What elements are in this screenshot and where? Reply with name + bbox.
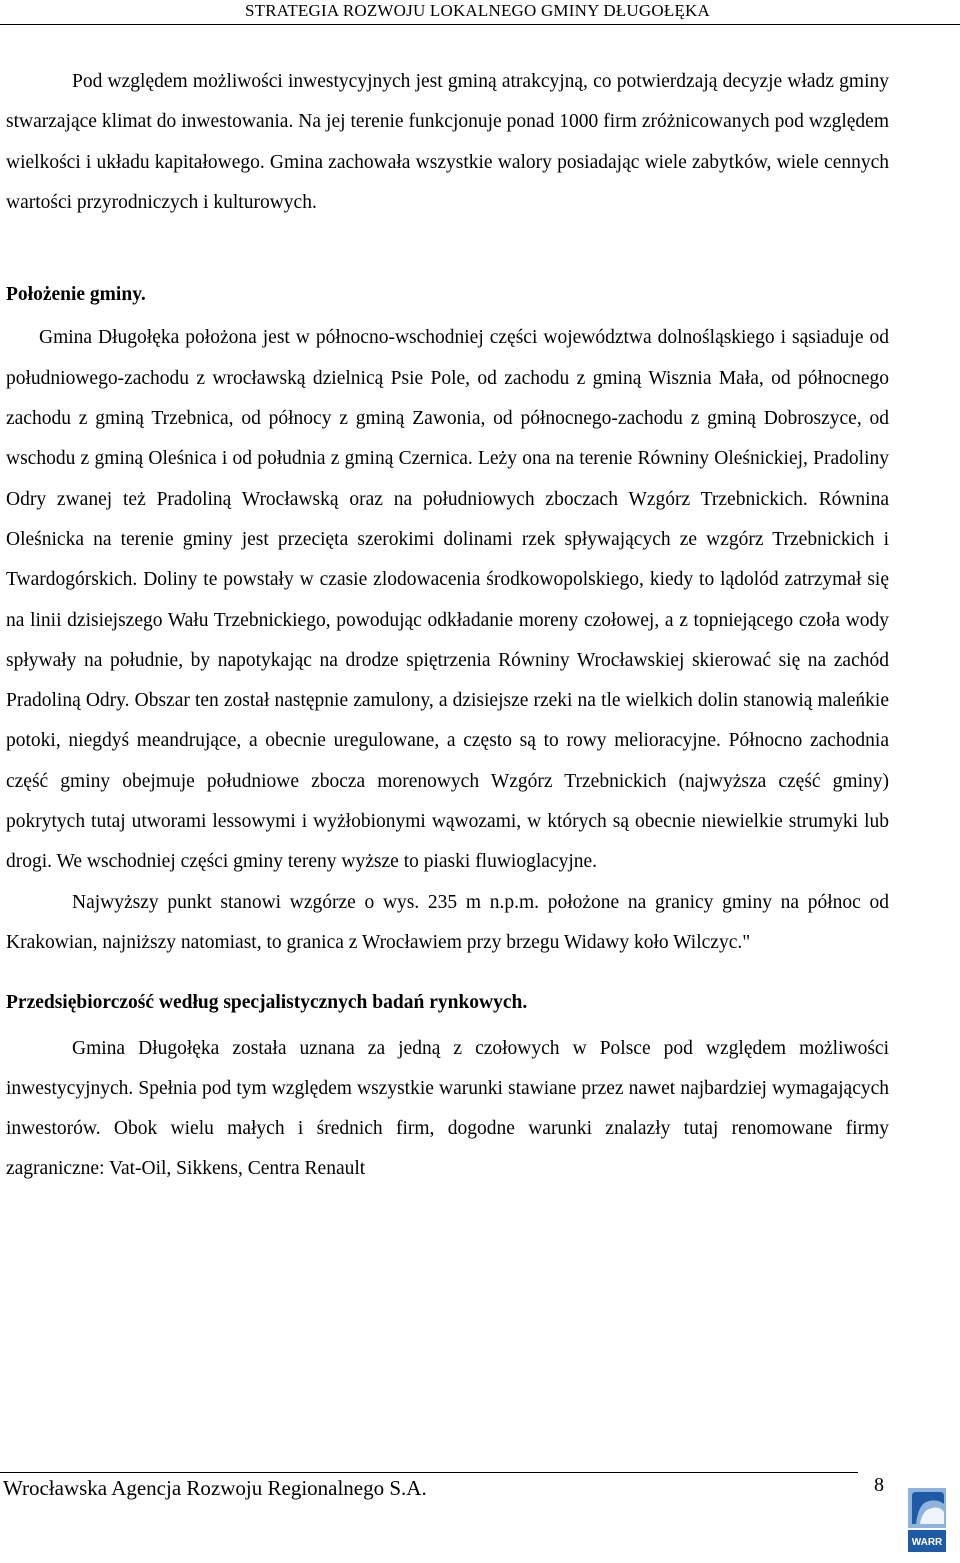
heading-entrepreneurship: Przedsiębiorczość według specjalistycznych badań rynkowych. bbox=[6, 992, 528, 1014]
warr-logo-icon bbox=[906, 1488, 948, 1554]
page-number: 8 bbox=[874, 1474, 884, 1496]
logo-text: WARR bbox=[911, 1537, 943, 1548]
paragraph-investment: Pod względem możliwości inwestycyjnych jest gminą atrakcyjną, co potwierdzają decyzje władz gminy stwarzające klimat do inwestowania. Na jej terenie funkcjonuje ponad 1000 firm zróżnicowanych pod względem wielkości i układu kapitałowego. Gmina zachowała wszystkie walory posiadając wiele zabytków, wiele cennych wartości przyrodniczych i kulturowych. bbox=[6, 71, 889, 213]
footer-divider bbox=[0, 1472, 858, 1473]
paragraph-entrepreneurship: Gmina Długołęka została uznana za jedną z czołowych w Polsce pod względem możliwości inwestycyjnych. Spełnia pod tym względem wszystkie warunki stawiane przez nawet najbardziej wymagających inwestorów. Obok wielu małych i średnich firm, dogodne warunki znalazły tutaj renomowane firmy zagraniczne: Vat-Oil, Sikkens, Centra Renault bbox=[6, 1037, 889, 1180]
page-header bbox=[0, 0, 960, 25]
paragraph-elevation: Najwyższy punkt stanowi wzgórze o wys. 235 m n.p.m. położone na granicy gminy na północ od Krakowian, najniższy natomiast, to granica z Wrocławiem przy brzegu Widawy koło Wilczyc." bbox=[6, 891, 889, 953]
document-title: STRATEGIA ROZWOJU LOKALNEGO GMINY DŁUGOŁĘKA bbox=[244, 1, 710, 20]
paragraph-location: Gmina Długołęka położona jest w północno-wschodniej części województwa dolnośląskiego i sąsiaduje od południowego-zachodu z wrocławską dzielnicą Psie Pole, od zachodu z gminą Wisznia Mała, od północnego zachodu z gminą Trzebnica, od północy z gminą Zawonia, od północnego-zachodu z gminą Dobroszyce, od wschodu z gminą Oleśnica i od południa z gminą Czernica. Leży ona na terenie Równiny Oleśnickiej, Pradoliny Odry zwanej też Pradoliną Wrocławską oraz na południowych zboczach Wzgórz Trzebnickich. Równina Oleśnicka na terenie gminy jest przecięta szerokimi dolinami rzek spływających ze wzgórz Trzebnickich i Twardogórskich. Doliny te powstały w czasie zlodowacenia środkowopolskiego, kiedy to lądolód zatrzymał się na linii dzisiejszego Wału Trzebnickiego, powodując odkładanie moreny czołowej, a z topniejącego czoła wody spływały na południe, by napotykając na drodze spiętrzenia Równiny Wrocławskiej skierować się na zachód Pradoliną Odry. Obszar ten został następnie zamulony, a dzisiejsze rzeki na tle wielkich dolin stanowią maleńkie potoki, niegdyś meandrujące, a obecnie uregulowane, a często są to rowy melioracyjne. Północno zachodnia część gminy obejmuje południowe zbocza morenowych Wzgórz Trzebnickich (najwyższa część gminy) pokrytych tutaj utworami lessowymi i wyżłobionymi wąwozami, w których są obecnie niewielkie strumyki lub drogi. We wschodniej części gminy tereny wyższe to piaski fluwioglacyjne. bbox=[6, 327, 889, 873]
document-body bbox=[6, 62, 889, 1190]
heading-location: Położenie gminy. bbox=[6, 284, 146, 306]
footer-agency-name: Wrocławska Agencja Rozwoju Regionalnego S.A. bbox=[3, 1476, 427, 1500]
